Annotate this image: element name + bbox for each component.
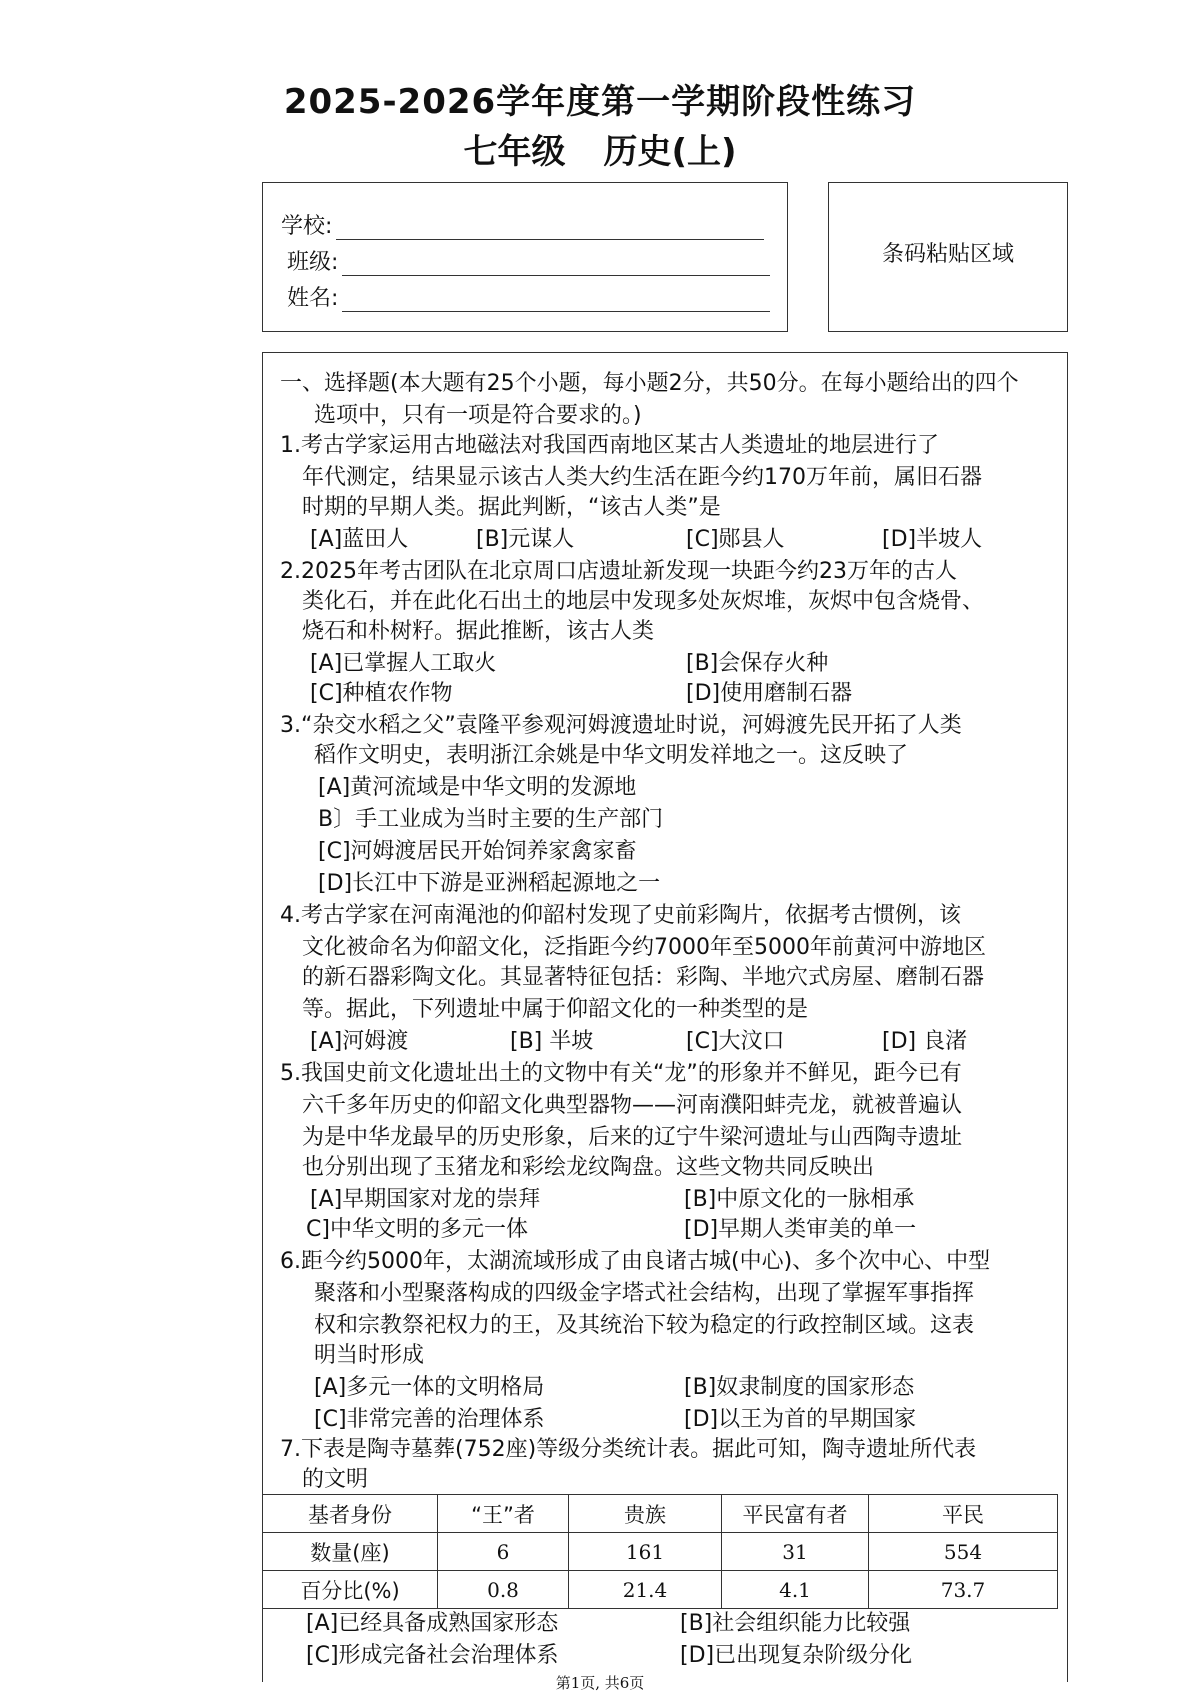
table-row — [263, 1571, 1058, 1609]
q4-option-c[interactable]: [C]大汶口 — [686, 1029, 785, 1054]
q2-option-b[interactable]: [B]会保存火种 — [686, 651, 829, 676]
table-header-cell: 平民 — [869, 1495, 1058, 1533]
table-header-cell: 贵族 — [569, 1495, 722, 1533]
q1-option-b[interactable]: [B]元谋人 — [476, 527, 575, 552]
q2-line: 类化石，并在此化石出土的地层中发现多处灰烬堆，灰烬中包含烧骨、 — [302, 589, 985, 614]
q4-option-d[interactable]: [D] 良渚 — [882, 1029, 968, 1054]
q5-line: 5.我国史前文化遗址出土的文物中有关“龙”的形象并不鲜见，距今已有 — [280, 1061, 962, 1086]
q3-option-a[interactable]: [A]黄河流域是中华文明的发源地 — [318, 775, 637, 800]
table-cell: 0.8 — [438, 1571, 569, 1609]
q5-option-d[interactable]: [D]早期人类审美的单一 — [684, 1217, 917, 1242]
table-header-cell: “王”者 — [438, 1495, 569, 1533]
section-heading-cont: 选项中，只有一项是符合要求的。) — [314, 403, 642, 428]
q1-line: 年代测定，结果显示该古人类大约生活在距今约170万年前，属旧石器 — [302, 465, 982, 490]
q7-line: 的文明 — [302, 1467, 369, 1492]
table-header-cell: 基者身份 — [263, 1495, 438, 1533]
table-cell: 6 — [438, 1533, 569, 1571]
table-cell: 73.7 — [869, 1571, 1058, 1609]
name-field[interactable] — [287, 281, 770, 312]
q1-option-c[interactable]: [C]郧县人 — [686, 527, 785, 552]
q6-option-a[interactable]: [A]多元一体的文明格局 — [314, 1375, 545, 1400]
class-field[interactable] — [287, 245, 770, 276]
q6-line: 6.距今约5000年，太湖流域形成了由良诸古城(中心)、多个次中心、中型 — [280, 1249, 991, 1274]
table-header-cell: 平民富有者 — [722, 1495, 869, 1533]
table-cell: 21.4 — [569, 1571, 722, 1609]
q5-line: 为是中华龙最早的历史形象，后来的辽宁牛梁河遗址与山西陶寺遗址 — [302, 1125, 963, 1150]
table-row-label: 百分比(%) — [263, 1571, 438, 1609]
table-header-row — [263, 1495, 1058, 1533]
school-label: 学校: — [281, 214, 333, 239]
q6-option-b[interactable]: [B]奴隶制度的国家形态 — [684, 1375, 915, 1400]
name-line[interactable] — [342, 289, 770, 312]
q4-line: 的新石器彩陶文化。其显著特征包括：彩陶、半地穴式房屋、磨制石器 — [302, 965, 985, 990]
q1-line: 时期的早期人类。据此判断，“该古人类”是 — [302, 495, 721, 520]
grade-label: 七年级 — [463, 132, 566, 172]
table-cell: 4.1 — [722, 1571, 869, 1609]
class-line[interactable] — [342, 253, 770, 276]
q2-line: 烧石和朴树籽。据此推断，该古人类 — [302, 619, 655, 644]
tomb-stats-table — [262, 1494, 1058, 1609]
q1-line: 1.考古学家运用古地磁法对我国西南地区某古人类遗址的地层进行了 — [280, 433, 939, 458]
subject-label: 历史(上) — [603, 132, 737, 172]
q5-option-b[interactable]: [B]中原文化的一脉相承 — [684, 1187, 915, 1212]
q4-option-a[interactable]: [A]河姆渡 — [310, 1029, 409, 1054]
q6-line: 明当时形成 — [314, 1343, 425, 1368]
q7-option-a[interactable]: [A]已经具备成熟国家形态 — [306, 1611, 559, 1636]
q3-option-d[interactable]: [D]长江中下游是亚洲稻起源地之一 — [318, 871, 661, 896]
q7-option-c[interactable]: [C]形成完备社会治理体系 — [306, 1643, 559, 1668]
q5-line: 六千多年历史的仰韶文化典型器物——河南濮阳蚌壳龙，就被普遍认 — [302, 1093, 963, 1118]
q6-line: 聚落和小型聚落构成的四级金字塔式社会结构，出现了掌握军事指挥 — [314, 1281, 975, 1306]
table-cell: 554 — [869, 1533, 1058, 1571]
q3-line: 稻作文明史，表明浙江余姚是中华文明发祥地之一。这反映了 — [314, 743, 909, 768]
q6-line: 权和宗教祭祀权力的王，及其统治下较为稳定的行政控制区域。这表 — [314, 1313, 975, 1338]
name-label: 姓名: — [287, 286, 339, 311]
class-label: 班级: — [287, 250, 339, 275]
q6-option-d[interactable]: [D]以王为首的早期国家 — [684, 1407, 917, 1432]
q4-line: 4.考古学家在河南渑池的仰韶村发现了史前彩陶片，依据考古惯例，该 — [280, 903, 961, 928]
barcode-area — [828, 182, 1068, 332]
table-cell: 31 — [722, 1533, 869, 1571]
barcode-label: 条码粘贴区域 — [881, 242, 1014, 267]
q7-option-b[interactable]: [B]社会组织能力比较强 — [680, 1611, 911, 1636]
school-field[interactable] — [281, 209, 764, 240]
q7-line: 7.下表是陶寺墓葬(752座)等级分类统计表。据此可知，陶寺遗址所代表 — [280, 1437, 977, 1462]
q5-option-c[interactable]: C]中华文明的多元一体 — [306, 1217, 528, 1242]
page-number: 第1页, 共6页 — [555, 1674, 645, 1692]
section-heading: 一、选择题(本大题有25个小题，每小题2分，共50分。在每小题给出的四个 — [280, 371, 1019, 396]
q3-line: 3.“杂交水稻之父”袁隆平参观河姆渡遗址时说，河姆渡先民开拓了人类 — [280, 713, 962, 738]
q6-option-c[interactable]: [C]非常完善的治理体系 — [314, 1407, 545, 1432]
table-row — [263, 1533, 1058, 1571]
student-info-box — [262, 182, 788, 332]
q1-option-d[interactable]: [D]半坡人 — [882, 527, 983, 552]
q5-line: 也分别出现了玉猪龙和彩绘龙纹陶盘。这些文物共同反映出 — [302, 1155, 875, 1180]
q2-line: 2.2025年考古团队在北京周口店遗址新发现一块距今约23万年的古人 — [280, 559, 957, 584]
page-title: 2025-2026学年度第一学期阶段性练习 — [283, 82, 917, 122]
q5-option-a[interactable]: [A]早期国家对龙的崇拜 — [310, 1187, 541, 1212]
page-subtitle — [0, 124, 1200, 173]
q2-option-c[interactable]: [C]种植农作物 — [310, 681, 453, 706]
q7-option-d[interactable]: [D]已出现复杂阶级分化 — [680, 1643, 913, 1668]
q2-option-d[interactable]: [D]使用磨制石器 — [686, 681, 853, 706]
q4-line: 等。据此，下列遗址中属于仰韶文化的一种类型的是 — [302, 997, 809, 1022]
q3-option-c[interactable]: [C]河姆渡居民开始饲养家禽家畜 — [318, 839, 637, 864]
school-line[interactable] — [336, 217, 764, 240]
q2-option-a[interactable]: [A]已掌握人工取火 — [310, 651, 497, 676]
q4-line: 文化被命名为仰韶文化，泛指距今约7000年至5000年前黄河中游地区 — [302, 935, 986, 960]
table-row-label: 数量(座) — [263, 1533, 438, 1571]
q1-option-a[interactable]: [A]蓝田人 — [310, 527, 409, 552]
q3-option-b[interactable]: B〕手工业成为当时主要的生产部门 — [318, 807, 664, 832]
q4-option-b[interactable]: [B] 半坡 — [510, 1029, 594, 1054]
table-cell: 161 — [569, 1533, 722, 1571]
